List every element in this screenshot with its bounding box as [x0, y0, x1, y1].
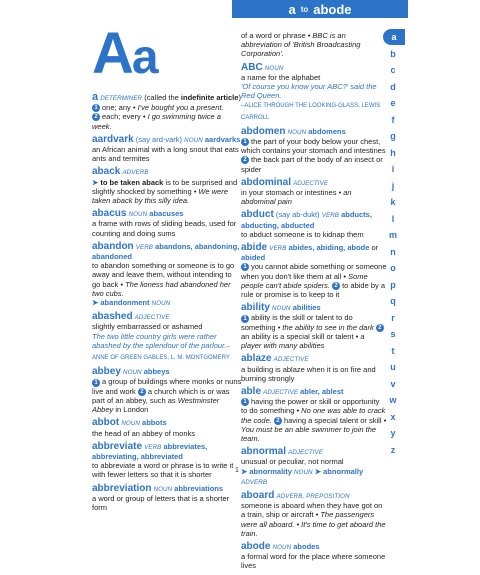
entry-abduct [241, 210, 387, 239]
entry-abbot [92, 418, 242, 437]
sense-text: to abide by a rule or promise is to keep to it [241, 280, 386, 300]
sense-text: having the power or skill or opportunity to do something [241, 397, 380, 416]
part-of-speech: ADVERB, PREPOSITION [276, 492, 350, 500]
sense-text: the part of your body below your chest, which contains your stomach and intestines [241, 137, 386, 156]
entry-abandon [92, 242, 242, 308]
part-of-speech: VERB [269, 245, 287, 253]
part-of-speech: ADJECTIVE [134, 314, 170, 322]
definition-text: to abandon something or someone is to go away and leave them, without intending to go back [92, 261, 235, 289]
definition-text: to abbreviate a word or phrase is to write it with fewer letters so that it is shorter [92, 461, 234, 480]
section-letter [92, 21, 157, 87]
part-of-speech: NOUN [121, 420, 140, 428]
sense-number-2: 2 [376, 324, 384, 332]
letter-tab-s[interactable]: s [390, 329, 396, 339]
letter-tab-z[interactable]: z [390, 444, 396, 455]
entry-aback [92, 167, 242, 205]
definition-text: a building is ablaze when it is on fire and burning strongly [241, 364, 376, 383]
quote-source: –ANNE OF GREEN GABLES, L. M. MONTGOMERY [92, 343, 230, 362]
word-form: aardvarks [204, 134, 241, 144]
part-of-speech: VERB [144, 443, 162, 451]
entry-abbreviation [92, 484, 242, 513]
letter-tab-g[interactable]: g [390, 131, 396, 141]
definition-text: a name for the alphabet [241, 72, 321, 82]
entry-aboard [241, 491, 387, 538]
sense-number-2: 2 [92, 113, 100, 121]
sense-number-2: 2 [241, 156, 249, 164]
headword: abdomen [241, 125, 286, 137]
definition-text: of a word or phrase [241, 31, 308, 40]
word-form: abbots [142, 418, 167, 428]
headword: abbreviate [92, 440, 143, 452]
headword: abide [241, 242, 268, 254]
part-of-speech: ADJECTIVE [263, 388, 299, 396]
entry-abbey [92, 367, 242, 414]
part-of-speech: NOUN [287, 128, 307, 136]
section-letter-lower: a [131, 31, 157, 84]
entry-abdomen [241, 127, 387, 174]
sense-number-1: 1 [241, 315, 249, 323]
sense-number-1: 1 [92, 104, 100, 112]
letter-tab-f[interactable]: f [391, 114, 395, 125]
entry-abashed [92, 312, 242, 363]
part-of-speech: ADVERB [241, 478, 268, 486]
part-of-speech: NOUN [123, 369, 142, 377]
word-form: abides, abiding, abode [288, 243, 370, 253]
example: • The lioness had abandoned her two cubs. [92, 279, 231, 298]
letter-tab-t[interactable]: t [391, 345, 395, 356]
letter-tab-u[interactable]: u [390, 362, 396, 372]
word-form: abdomens [308, 126, 346, 136]
letter-tab-v[interactable]: v [390, 378, 396, 389]
arrow-icon: ➤ [92, 177, 99, 187]
example: • No one was able to crack the code. [241, 406, 386, 425]
entry-abbreviate [92, 442, 242, 480]
right-column [241, 31, 387, 575]
derived-word: abnormally [323, 466, 364, 476]
definition-text: a formal word for the place where someone lives [241, 552, 386, 571]
entry-ablaze [241, 354, 387, 383]
word-form: abilities [292, 303, 321, 313]
part-of-speech: DETERMINER [100, 95, 143, 102]
page-number: 1 [235, 467, 239, 474]
entry-abc [241, 63, 387, 123]
sense-text: an ability is a special skill or talent [241, 331, 356, 341]
part-of-speech: VERB [135, 243, 154, 251]
word-form: abbreviates, abbreviating, abbreviated [92, 441, 208, 461]
part-of-speech: NOUN [128, 211, 148, 219]
part-of-speech: ADJECTIVE [273, 356, 309, 364]
part-of-speech: ADJECTIVE [293, 179, 329, 187]
sense-number-2: 2 [332, 282, 340, 290]
example: • the ability to see in the dark [277, 322, 376, 332]
sense-number-1: 1 [241, 263, 249, 271]
headword: ablaze [241, 353, 272, 365]
sense-text: one; any [102, 103, 133, 113]
word-form: abacuses [149, 209, 184, 219]
headword: abashed [92, 311, 133, 323]
derived-word: abnormality [249, 466, 292, 476]
headword: abduct [241, 209, 274, 221]
phrase: to be taken aback [100, 177, 164, 187]
sense-text: a church which is or was part of an abbey, such as [92, 386, 230, 405]
sense-number-1: 1 [241, 398, 249, 406]
letter-tab-b[interactable]: b [390, 48, 396, 59]
entry-abode [241, 542, 387, 571]
letter-tab-c[interactable]: c [390, 65, 396, 75]
part-of-speech: NOUN [264, 64, 284, 72]
sense-text: you cannot abide something or someone when you don't like them at all [241, 262, 387, 281]
definition-text: a frame with rows of sliding beads, used for counting and doing sums [92, 219, 237, 238]
sense-number-2: 2 [274, 417, 282, 425]
part-of-speech: NOUN [272, 305, 291, 313]
sense-text: a group of buildings where monks or nuns live and work [92, 377, 242, 396]
letter-tab-d[interactable]: d [390, 81, 396, 92]
headword: ABC [241, 61, 263, 73]
entry-able [241, 387, 387, 443]
sense-text: ability is the skill or talent to do something [241, 313, 353, 332]
derived-word: abandonment [100, 298, 150, 308]
definition-text: someone is aboard when they have got on a train, ship or aircraft [241, 501, 383, 520]
headword: abbreviation [92, 482, 152, 494]
sense-number-2: 2 [138, 388, 146, 396]
sense-number-1: 1 [92, 379, 100, 387]
header-first-word: a [288, 1, 296, 17]
letter-tab-p[interactable]: p [390, 279, 396, 290]
literary-quote: 'Of course you know your ABC?' said the Red Queen. [241, 82, 377, 101]
headword: abbey [92, 366, 121, 378]
word-form: abler, ablest [300, 386, 344, 396]
sense-text: the back part of the body of an insect or spider [241, 155, 383, 174]
headword: aardvark [92, 133, 134, 145]
headword: abdominal [241, 176, 292, 188]
sense-text: each; every [102, 112, 143, 122]
headword: a [92, 91, 99, 103]
entry-abnormal [241, 447, 387, 487]
entry-continuation [241, 31, 387, 59]
letter-tab-y[interactable]: y [390, 428, 396, 438]
word-form: abodes [293, 541, 320, 551]
example: • The passengers were all aboard. • It's time to get aboard the train. [241, 510, 386, 538]
headword: abnormal [241, 446, 287, 458]
letter-tab-e[interactable]: e [390, 98, 396, 108]
part-of-speech: NOUN [294, 468, 313, 476]
part-of-speech: ADVERB [122, 169, 149, 177]
definition-text: a word or group of letters that is a shorter form [92, 493, 230, 512]
pronunciation: (say ab-dukt) [275, 210, 320, 220]
word-form: abbreviations [174, 483, 224, 493]
arrow-icon: ➤ [314, 466, 322, 476]
definition-text: the head of an abbey of monks [92, 428, 195, 438]
section-letter-upper: A [92, 21, 132, 86]
letter-tab-j[interactable]: j [391, 180, 395, 191]
part-of-speech: NOUN [184, 136, 203, 144]
sense-number-1: 1 [241, 138, 249, 146]
headword: ability [241, 302, 270, 314]
headword: aback [92, 166, 121, 178]
entry-abdominal [241, 178, 387, 207]
letter-tab-k[interactable]: k [390, 197, 396, 207]
literary-quote: The two little country girls were rather abashed by the splendour of the parlour. [92, 331, 227, 350]
letter-tab-w[interactable]: w [389, 395, 397, 405]
example: • You must be an able swimmer to join the team. [241, 415, 387, 443]
header-last-word: abode [313, 1, 352, 17]
arrow-icon: ➤ [241, 466, 248, 476]
headword: abbot [92, 417, 120, 429]
headword: abandon [92, 240, 134, 252]
example: • BBC is an abbreviation of 'British Broadcasting Corporation'. [241, 31, 361, 59]
header-to-word: to [300, 4, 309, 14]
definition-bold: indefinite article [180, 93, 239, 102]
letter-tab-a[interactable]: a [383, 29, 405, 45]
definition-text: to abduct someone is to kidnap them [241, 229, 364, 239]
example: • Some people can't abide spiders. [241, 271, 368, 290]
part-of-speech: ADJECTIVE [288, 449, 324, 457]
word-form: abided [241, 253, 266, 263]
example: Westminster Abbey [92, 395, 220, 415]
part-of-speech: VERB [321, 212, 339, 220]
headword: able [241, 385, 262, 397]
sense-text: in London [113, 405, 149, 415]
example: • a player with many abilities [241, 331, 365, 351]
connector-text: or [369, 243, 379, 253]
example: • I've bought you a present. [132, 103, 224, 113]
example: • We were taken aback by this silly idea. [92, 186, 228, 206]
definition-text: unusual or peculiar, not normal [241, 457, 344, 467]
word-form: abbeys [143, 367, 170, 377]
letter-tab-o[interactable]: o [390, 263, 396, 273]
quote-source: –ALICE THROUGH THE LOOKING-GLASS, LEWIS CARROLL [241, 103, 381, 121]
page-header [232, 0, 408, 18]
left-column [92, 93, 242, 516]
word-form: abducts, abducting, abducted [241, 210, 372, 230]
entry-a [92, 93, 242, 131]
letter-tab-m[interactable]: m [388, 230, 397, 240]
word-form: abandons, abandoning, abandoned [92, 241, 240, 262]
headword: abode [241, 540, 271, 552]
part-of-speech: NOUN [153, 485, 173, 493]
definition-text: (called the [144, 93, 181, 102]
letter-tab-l[interactable]: l [391, 213, 395, 224]
letter-tab-i[interactable]: i [391, 164, 395, 174]
example: • an abdominal pain [241, 188, 352, 207]
entry-aardvark [92, 135, 242, 164]
headword: abacus [92, 208, 127, 220]
part-of-speech: NOUN [151, 300, 171, 308]
letter-tab-q[interactable]: q [390, 296, 396, 306]
letter-tab-r[interactable]: r [391, 312, 395, 323]
headword: aboard [241, 489, 275, 501]
alphabet-tabs [383, 29, 405, 458]
definition-text: in your stomach or intestines [241, 188, 339, 198]
entry-ability [241, 303, 387, 350]
definition-text: is to be surprised and slightly shocked by something [92, 177, 238, 196]
part-of-speech: NOUN [272, 543, 292, 551]
entry-abide [241, 243, 387, 299]
definition-text: ) [238, 93, 241, 102]
definition-text: an African animal with a long snout that eats ants and termites [92, 145, 239, 164]
letter-tab-h[interactable]: h [390, 147, 396, 158]
sense-text: having a special talent or skill [283, 415, 384, 425]
pronunciation: (say ard-vark) [135, 134, 183, 144]
letter-tab-n[interactable]: n [390, 246, 396, 257]
letter-tab-x[interactable]: x [390, 411, 396, 422]
arrow-icon: ➤ [92, 298, 99, 308]
definition-text: slightly embarrassed or ashamed [92, 322, 203, 332]
example: • I go swimming twice a week. [92, 112, 221, 131]
entry-abacus [92, 209, 242, 238]
